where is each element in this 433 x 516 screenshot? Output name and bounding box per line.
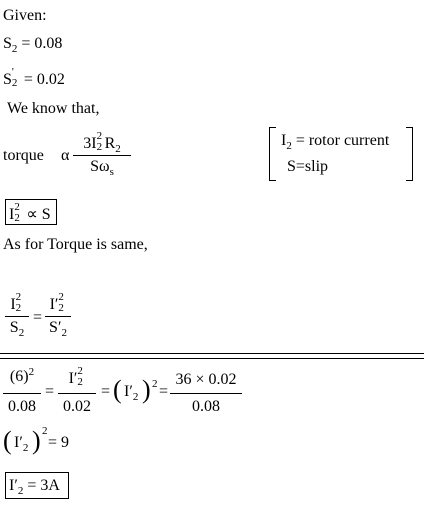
torque-numerator <box>73 130 131 155</box>
bracket-i-sub: 2 <box>286 140 292 152</box>
bracket-i: I <box>281 132 287 149</box>
calc-paren-i <box>124 383 139 403</box>
calc-paren-close: ) <box>142 375 151 404</box>
torque-num-sup: 2 <box>96 130 103 142</box>
as-for-text: As for Torque is same, <box>3 236 148 253</box>
eq1-left-scripts <box>15 291 24 314</box>
s2-prime-equation <box>3 66 65 89</box>
torque-word: torque <box>3 147 44 164</box>
s2-symbol: S <box>3 35 12 52</box>
boxed-sub: 2 <box>14 212 20 224</box>
eq1-right-sup: 2 <box>58 291 64 303</box>
s2p-subscript: 2 <box>11 77 18 89</box>
calc-frac-1-bar <box>3 393 41 394</box>
eq1-left-den <box>5 319 29 339</box>
boxed-sup: 2 <box>14 201 20 213</box>
s2-subscript: 2 <box>11 43 18 55</box>
calc-paren-sup: 2 <box>152 378 158 390</box>
eq1-left-sub: 2 <box>15 302 22 314</box>
calc-frac-1-den: 0.08 <box>8 398 36 415</box>
calc-frac-rhs-num: 36 × 0.02 <box>175 371 237 388</box>
double-divider <box>0 353 424 359</box>
given-label: Given: <box>3 7 47 24</box>
sq-paren-open: ( <box>3 426 12 455</box>
calc-frac-1-num <box>3 366 41 385</box>
calc-equals-1: = <box>45 383 55 400</box>
calc-frac-2-num <box>58 365 96 388</box>
s2-equation <box>3 35 63 55</box>
boxed-proportionality <box>5 199 57 225</box>
eq1-right-sub: 2 <box>58 302 64 314</box>
calc-paren-i-sub: 2 <box>132 391 139 403</box>
final-value: = 3A <box>23 477 60 494</box>
calc-paren-open: ( <box>113 375 122 404</box>
calc-frac-2-bar <box>58 393 96 394</box>
bracket-line-rotor-current <box>281 132 390 152</box>
eq1-left-den-sub: 2 <box>18 327 25 339</box>
torque-num-sub: 2 <box>96 141 103 153</box>
eq1-right-den-sub: 2 <box>61 327 67 339</box>
calc-paren-i-text: I′ <box>124 383 133 400</box>
calc-paren-group <box>113 377 163 407</box>
eq1-right-fraction <box>45 292 71 338</box>
boxed-rest: ∝ S <box>22 206 51 223</box>
boxed-proportionality-text <box>9 201 51 224</box>
torque-num-r: R <box>104 135 116 152</box>
final-sub: 2 <box>17 485 24 497</box>
s2p-prime: ' <box>11 66 14 78</box>
proportional-alpha: α <box>61 147 70 164</box>
torque-den-sub: s <box>109 166 114 178</box>
calc-six: (6) <box>9 368 29 385</box>
torque-fraction-bar <box>73 155 131 156</box>
torque-num-scripts <box>96 130 105 153</box>
bracket-left <box>269 127 276 181</box>
bracket-line-slip: S=slip <box>287 158 329 175</box>
torque-fraction <box>73 132 131 178</box>
bracket-right <box>406 127 413 181</box>
calc-frac-2 <box>58 365 96 415</box>
calc-frac-2-sup: 2 <box>77 365 83 377</box>
eq1-left-i: I <box>10 296 16 313</box>
calc-frac-2-scripts <box>77 365 85 388</box>
s2-value: = 0.08 <box>17 35 63 52</box>
eq1-right-num <box>45 291 71 314</box>
torque-denominator <box>73 158 131 178</box>
we-know-text: We know that, <box>7 100 100 117</box>
squared-equation <box>3 425 123 458</box>
calc-frac-2-den: 0.02 <box>63 398 91 415</box>
torque-num-3i: 3I <box>83 135 97 152</box>
calc-frac-2-sub: 2 <box>77 376 83 388</box>
calc-frac-rhs-bar <box>170 393 242 394</box>
eq1-left-sup: 2 <box>15 291 22 303</box>
bracket-rotor-current-text: = rotor current <box>291 132 390 149</box>
sq-paren-i <box>14 434 29 454</box>
calc-frac-rhs-den: 0.08 <box>192 398 220 415</box>
sq-paren-close: ) <box>32 426 41 455</box>
eq1-equals: = <box>33 309 43 326</box>
eq1-left-num <box>5 291 29 314</box>
sq-value: = 9 <box>48 434 70 451</box>
calc-equals-2: = <box>101 383 111 400</box>
eq1-right-i: I′ <box>49 296 59 313</box>
calc-frac-rhs <box>170 365 242 415</box>
eq1-left-bar <box>5 316 29 317</box>
s2p-symbol: S <box>3 71 12 88</box>
calc-equals-3: = <box>159 383 169 400</box>
torque-den-s-omega: Sω <box>90 158 110 175</box>
calc-six-sup: 2 <box>28 366 35 378</box>
eq1-right-s: S′ <box>49 319 62 336</box>
s2p-value: = 0.02 <box>19 71 65 88</box>
eq1-left-s: S <box>9 319 19 336</box>
calc-frac-1 <box>3 365 41 415</box>
sq-i-sub: 2 <box>22 442 29 454</box>
boxed-i: I <box>9 206 15 223</box>
final-i: I′ <box>9 477 18 494</box>
s2p-scripts <box>11 66 20 89</box>
eq1-right-scripts <box>58 291 66 314</box>
calc-frac-2-i: I′ <box>68 370 78 387</box>
eq1-left-fraction <box>5 292 29 338</box>
sq-sup: 2 <box>42 425 48 437</box>
boxed-scripts <box>14 201 22 224</box>
final-result-text <box>9 477 60 497</box>
boxed-final-result <box>5 472 69 499</box>
sq-i-text: I′ <box>14 434 23 451</box>
eq1-right-bar <box>45 316 71 317</box>
torque-num-r-sub: 2 <box>115 143 121 155</box>
eq1-right-den <box>45 319 71 339</box>
